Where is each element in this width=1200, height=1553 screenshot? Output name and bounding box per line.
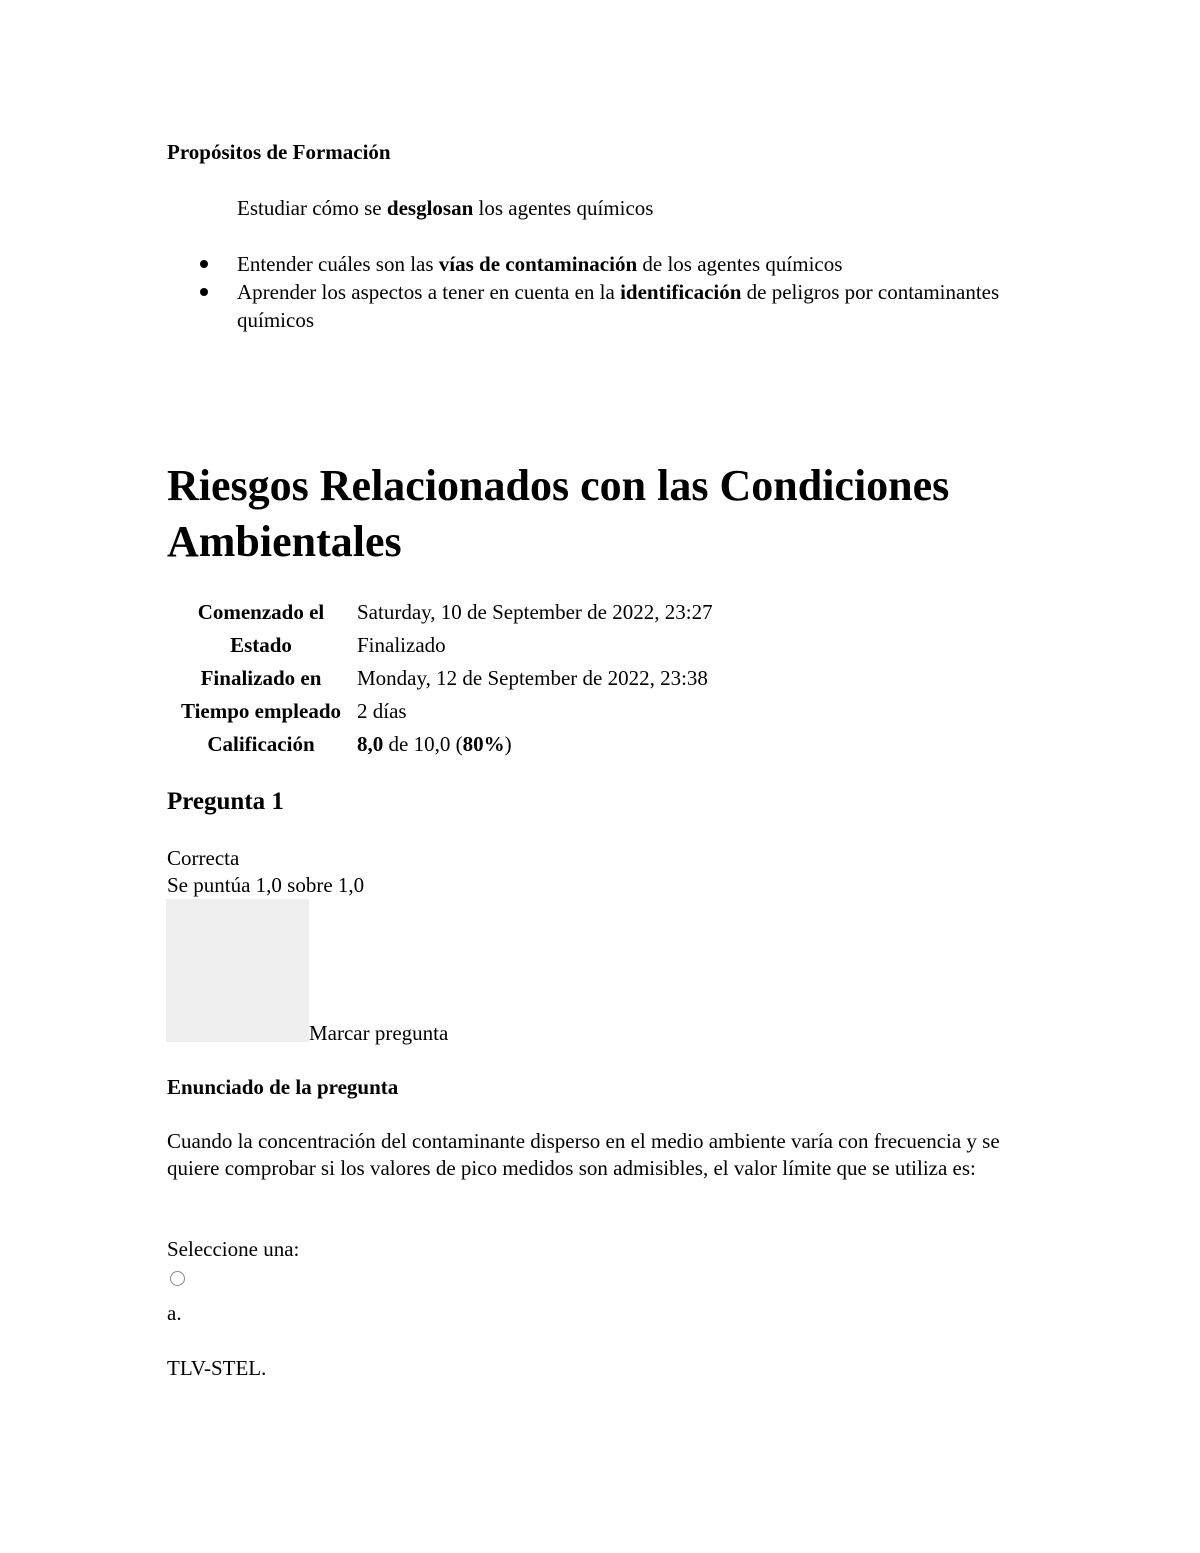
table-row xyxy=(167,728,713,761)
grade-of: de 10,0 ( xyxy=(383,732,463,756)
table-row xyxy=(167,662,713,695)
bullet-icon xyxy=(200,260,208,268)
list-item xyxy=(200,278,1000,334)
grade-percent: 80% xyxy=(462,732,505,756)
summary-label: Finalizado en xyxy=(200,666,322,690)
flag-icon[interactable] xyxy=(166,899,309,1042)
list-item-bold: vías de contaminación xyxy=(438,252,638,276)
list-item-text: de peligros por contaminantes químicos xyxy=(237,280,1000,332)
summary-label: Calificación xyxy=(207,732,315,756)
option-letter: a. xyxy=(167,1301,182,1325)
purpose-intro-bold: desglosan xyxy=(386,196,474,220)
quiz-summary-table xyxy=(167,596,713,761)
purposes-list xyxy=(200,250,1000,334)
grade-value xyxy=(357,728,713,761)
statement-heading: Enunciado de la pregunta xyxy=(167,1075,399,1099)
summary-value: 2 días xyxy=(357,699,407,723)
list-item-text: Entender cuáles son las xyxy=(237,252,439,276)
list-item-text: de los agentes químicos xyxy=(637,252,843,276)
summary-value: Finalizado xyxy=(357,633,446,657)
summary-label: Comenzado el xyxy=(197,600,325,624)
question-grade: Se puntúa 1,0 sobre 1,0 xyxy=(167,873,365,897)
select-prompt: Seleccione una: xyxy=(167,1237,300,1261)
page-title: Riesgos Relacionados con las Condiciones Ambientales xyxy=(167,461,950,566)
question-state: Correcta xyxy=(167,846,240,870)
purpose-intro-pre: Estudiar cómo se xyxy=(237,196,387,220)
option-a-radio[interactable] xyxy=(170,1271,185,1286)
summary-value: Monday, 12 de September de 2022, 23:38 xyxy=(357,666,708,690)
bullet-icon xyxy=(200,288,208,296)
list-item xyxy=(200,250,1000,278)
purposes-heading: Propósitos de Formación xyxy=(167,140,391,164)
option-text[interactable]: TLV-STEL. xyxy=(167,1356,267,1380)
summary-label: Estado xyxy=(230,633,292,657)
table-row xyxy=(167,596,713,629)
list-item-text: Aprender los aspectos a tener en cuenta en la xyxy=(237,280,621,304)
table-row xyxy=(167,695,713,728)
question-text: Cuando la concentración del contaminante disperso en el medio ambiente varía con frecuencia y se quiere comprobar si los valores de pico medidos son admisibles, el valor límite que se utiliza es: xyxy=(167,1129,1000,1180)
list-item-bold: identificación xyxy=(620,280,742,304)
summary-value: Saturday, 10 de September de 2022, 23:27 xyxy=(357,600,713,624)
purpose-intro xyxy=(237,196,653,221)
grade-score: 8,0 xyxy=(357,732,384,756)
purpose-intro-post: los agentes químicos xyxy=(473,196,654,220)
table-row xyxy=(167,629,713,662)
summary-label: Tiempo empleado xyxy=(180,699,342,723)
flag-question-link[interactable]: Marcar pregunta xyxy=(309,1021,449,1045)
question-heading: Pregunta 1 xyxy=(167,788,284,815)
grade-close: ) xyxy=(504,732,512,756)
